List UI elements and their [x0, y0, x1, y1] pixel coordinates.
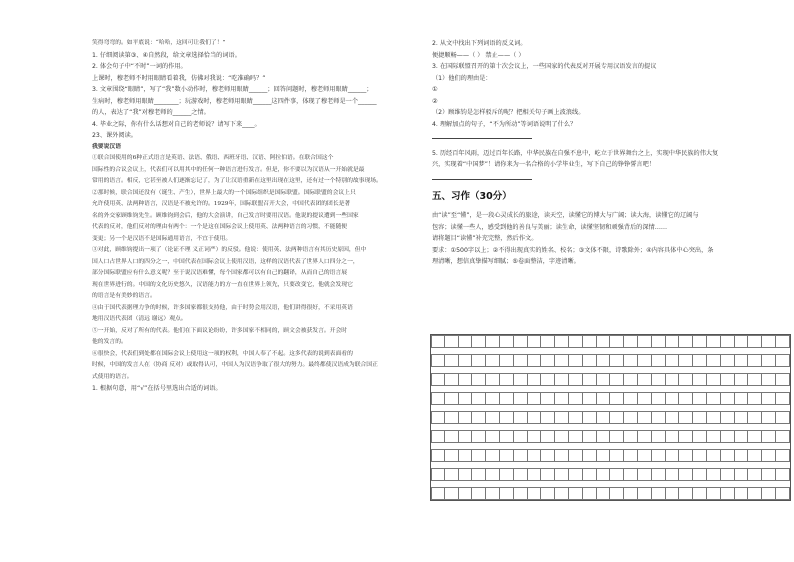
grid-cell[interactable] [583, 335, 597, 348]
grid-cell[interactable] [569, 335, 583, 348]
grid-cell[interactable] [610, 430, 624, 443]
antonym-blanks: 便捷顺畅——（ ） 禁止——（ ） [432, 51, 525, 59]
grid-cell[interactable] [610, 335, 624, 348]
grid-cell[interactable] [652, 373, 666, 386]
grid-cell[interactable] [431, 335, 445, 348]
grid-row [431, 354, 790, 367]
passage [92, 153, 412, 383]
passage-line: ③对此，顾维钧提出一项了（论证不理 义正词严）的反驳。他说：使用英、法两种语言有其历史原因，但中 [92, 247, 367, 253]
grid-cell[interactable] [597, 373, 611, 386]
writing-prompt: 由“读”至“懂”，是一段心灵成长的旅途，读天空，读懂它的博大与广阔；读大海，读懂它的辽阔与 [432, 212, 699, 219]
grid-cell[interactable] [486, 468, 500, 481]
grid-cell[interactable] [597, 449, 611, 462]
grid-cell[interactable] [541, 449, 555, 462]
grid-cell[interactable] [541, 354, 555, 367]
passage-line: ④由于国代表据理力争的时候，许多国家都很支持他，由于时势会用汉语，他们讲得很好，不采用英语 [92, 304, 353, 311]
grid-cell[interactable] [735, 487, 749, 500]
grid-cell[interactable] [638, 354, 652, 367]
grid-cell[interactable] [707, 354, 721, 367]
grid-cell[interactable] [679, 354, 693, 367]
grid-cell[interactable] [693, 411, 707, 424]
grid-cell[interactable] [583, 392, 597, 405]
grid-cell[interactable] [666, 373, 680, 386]
grid-cell[interactable] [666, 468, 680, 481]
grid-cell[interactable] [679, 449, 693, 462]
grid-cell[interactable] [638, 468, 652, 481]
grid-cell[interactable] [514, 449, 528, 462]
question-2: 2. 体会句子中“不时”一词的作用。 [92, 63, 187, 70]
grid-cell[interactable] [555, 373, 569, 386]
grid-cell[interactable] [583, 430, 597, 443]
reason-2: ② [432, 97, 438, 105]
grid-cell[interactable] [445, 487, 459, 500]
grid-cell[interactable] [666, 449, 680, 462]
grid-cell[interactable] [472, 354, 486, 367]
grid-cell[interactable] [528, 373, 542, 386]
writing-prompt: 包容；读懂一些人，感受到他的善良与美丽；读生命，读懂坚韧和顽强背后的深情…… [432, 223, 668, 231]
grid-cell[interactable] [748, 411, 762, 424]
grid-row [431, 392, 790, 405]
grid-cell[interactable] [666, 335, 680, 348]
grid-cell[interactable] [486, 354, 500, 367]
grid-cell[interactable] [679, 468, 693, 481]
grid-row [431, 487, 790, 500]
grid-cell[interactable] [555, 411, 569, 424]
grid-cell[interactable] [624, 335, 638, 348]
grid-cell[interactable] [541, 430, 555, 443]
grid-cell[interactable] [583, 373, 597, 386]
answer-line[interactable] [432, 171, 762, 185]
grid-cell[interactable] [776, 335, 790, 348]
question-5-line-2: 兴，实现着“中国梦”！请你来为一名合格的小学毕业生，写下自己的铮铮誓言吧！ [432, 161, 655, 168]
grid-cell[interactable] [776, 449, 790, 462]
grid-cell[interactable] [459, 354, 473, 367]
grid-cell[interactable] [486, 392, 500, 405]
question-5-line-1: 5. 历经百年风雨，迈过百年长路，中华民族在自强不息中，屹立于世界舞台之上，实现中华民族的伟大复 [432, 149, 719, 157]
grid-cell[interactable] [472, 335, 486, 348]
grid-cell[interactable] [597, 430, 611, 443]
grid-cell[interactable] [679, 411, 693, 424]
grid-cell[interactable] [762, 335, 776, 348]
grid-cell[interactable] [762, 392, 776, 405]
passage-line: ⑥很快会，代表们到处都在国际会议上使用这一项的权利，中国人奉了不起。这多代表的说到表面看的 [92, 350, 353, 357]
passage-line: 他的发言的。 [92, 339, 127, 345]
grid-cell[interactable] [707, 411, 721, 424]
grid-cell[interactable] [679, 392, 693, 405]
grid-cell[interactable] [597, 487, 611, 500]
grid-cell[interactable] [610, 373, 624, 386]
grid-cell[interactable] [624, 449, 638, 462]
grid-cell[interactable] [707, 430, 721, 443]
grid-cell[interactable] [500, 411, 514, 424]
grid-cell[interactable] [707, 449, 721, 462]
grid-cell[interactable] [666, 487, 680, 500]
grid-cell[interactable] [735, 411, 749, 424]
grid-cell[interactable] [707, 373, 721, 386]
grid-cell[interactable] [638, 411, 652, 424]
grid-cell[interactable] [472, 392, 486, 405]
grid-cell[interactable] [624, 430, 638, 443]
grid-cell[interactable] [541, 335, 555, 348]
grid-cell[interactable] [514, 487, 528, 500]
grid-cell[interactable] [583, 449, 597, 462]
grid-cell[interactable] [721, 487, 735, 500]
grid-cell[interactable] [610, 392, 624, 405]
grid-cell[interactable] [776, 392, 790, 405]
grid-cell[interactable] [486, 487, 500, 500]
grid-cell[interactable] [500, 468, 514, 481]
passage-line: 允许使用英、法两种语言，汉语是不被允许的。1929年，国际联盟召开大会，中国代表团的团长是著 [92, 201, 351, 207]
writing-requirements: 理清晰，想信真挚描写细腻；⑤卷面整洁，字迹清晰。 [432, 258, 580, 265]
grid-cell[interactable] [445, 392, 459, 405]
grid-cell[interactable] [652, 354, 666, 367]
grid-cell[interactable] [541, 487, 555, 500]
grid-cell[interactable] [569, 468, 583, 481]
passage-title: 我要说汉语 [92, 143, 121, 150]
grid-cell[interactable] [528, 411, 542, 424]
grid-cell[interactable] [748, 373, 762, 386]
grid-cell[interactable] [431, 373, 445, 386]
grid-cell[interactable] [472, 449, 486, 462]
grid-cell[interactable] [583, 487, 597, 500]
grid-cell[interactable] [721, 354, 735, 367]
grid-cell[interactable] [555, 449, 569, 462]
grid-cell[interactable] [707, 392, 721, 405]
grid-cell[interactable] [666, 354, 680, 367]
grid-cell[interactable] [693, 373, 707, 386]
grid-cell[interactable] [459, 392, 473, 405]
grid-cell[interactable] [597, 392, 611, 405]
grid-cell[interactable] [693, 487, 707, 500]
question-3-line-2: 生病时，穆老师用眼睛________；玩游戏时，穆老师用眼睛______这四件事，体现了穆老师是一个______ [92, 97, 377, 105]
grid-cell[interactable] [500, 335, 514, 348]
passage-line: 代表的反对，他们反对的理由有两个：一个是这在国际会议上使用英、法两种语言的习惯，不能随便 [92, 224, 348, 230]
reason-prompt: （1）他们的理由是： [432, 74, 492, 82]
grid-cell[interactable] [693, 468, 707, 481]
grid-cell[interactable] [707, 487, 721, 500]
grid-cell[interactable] [569, 430, 583, 443]
grid-cell[interactable] [431, 411, 445, 424]
grid-cell[interactable] [762, 373, 776, 386]
quoted-sentence: 上课时，穆老师不时用眼睛看着我，仿佛对我说：“吃准确吗？” [92, 74, 266, 82]
grid-cell[interactable] [666, 430, 680, 443]
reading-heading: 23、课外阅读。 [92, 132, 137, 139]
grid-cell[interactable] [555, 392, 569, 405]
grid-cell[interactable] [679, 335, 693, 348]
grid-cell[interactable] [486, 335, 500, 348]
grid-cell[interactable] [431, 487, 445, 500]
grid-cell[interactable] [638, 449, 652, 462]
grid-cell[interactable] [721, 392, 735, 405]
grid-cell[interactable] [610, 487, 624, 500]
grid-cell[interactable] [569, 449, 583, 462]
grid-cell[interactable] [514, 430, 528, 443]
grid-cell[interactable] [431, 468, 445, 481]
grid-cell[interactable] [652, 335, 666, 348]
grid-cell[interactable] [721, 335, 735, 348]
grid-cell[interactable] [541, 411, 555, 424]
grid-cell[interactable] [679, 373, 693, 386]
grid-cell[interactable] [693, 449, 707, 462]
right-column [432, 38, 762, 268]
left-column [92, 38, 412, 395]
grid-cell[interactable] [776, 373, 790, 386]
grid-cell[interactable] [528, 335, 542, 348]
grid-cell[interactable] [486, 411, 500, 424]
writing-grid[interactable] [430, 334, 791, 501]
grid-cell[interactable] [459, 411, 473, 424]
grid-cell[interactable] [776, 487, 790, 500]
passage-line: ⑤一开始，反对了所有的代表。他们在下面议论纷纷，许多国家不相同的，顾文会被获发言。开会时 [92, 327, 348, 334]
grid-cell[interactable] [514, 373, 528, 386]
grid-cell[interactable] [459, 468, 473, 481]
grid-cell[interactable] [721, 373, 735, 386]
grid-cell[interactable] [459, 430, 473, 443]
grid-cell[interactable] [638, 392, 652, 405]
grid-cell[interactable] [514, 411, 528, 424]
grid-cell[interactable] [514, 335, 528, 348]
question-antonym: 2. 从文中找出下列词语的反义词。 [432, 40, 527, 47]
grid-cell[interactable] [500, 430, 514, 443]
grid-cell[interactable] [624, 373, 638, 386]
grid-cell[interactable] [776, 468, 790, 481]
grid-cell[interactable] [583, 411, 597, 424]
grid-cell[interactable] [597, 354, 611, 367]
question-1: 1. 仔细阅读第③、④自然段，给文章选择恰当的词语。 [92, 51, 241, 59]
answer-line[interactable] [432, 130, 762, 144]
grid-cell[interactable] [638, 430, 652, 443]
grid-cell[interactable] [652, 430, 666, 443]
grid-cell[interactable] [541, 373, 555, 386]
grid-cell[interactable] [762, 354, 776, 367]
grid-cell[interactable] [610, 449, 624, 462]
passage-line: 地用汉语代表团（清远 谢远）观点。 [92, 316, 187, 322]
grid-cell[interactable] [528, 487, 542, 500]
grid-cell[interactable] [748, 449, 762, 462]
grid-cell[interactable] [431, 449, 445, 462]
grid-cell[interactable] [707, 335, 721, 348]
grid-cell[interactable] [569, 354, 583, 367]
grid-cell[interactable] [555, 335, 569, 348]
grid-cell[interactable] [693, 392, 707, 405]
grid-cell[interactable] [762, 449, 776, 462]
grid-cell[interactable] [431, 430, 445, 443]
writing-requirements: 要求：①500字以上；②不得出现真实的姓名、校名；③文体不限，诗歌除外；④内容具体中心突出，条 [432, 246, 714, 254]
passage-question-1: 1. 根据句意，用“√”在括号里选出合适的词语。 [92, 385, 222, 392]
grid-cell[interactable] [735, 468, 749, 481]
grid-cell[interactable] [500, 354, 514, 367]
grid-row [431, 468, 790, 481]
grid-cell[interactable] [652, 468, 666, 481]
grid-row [431, 430, 790, 443]
grid-cell[interactable] [748, 354, 762, 367]
grid-cell[interactable] [500, 392, 514, 405]
grid-cell[interactable] [569, 373, 583, 386]
grid-cell[interactable] [445, 449, 459, 462]
grid-cell[interactable] [610, 354, 624, 367]
grid-cell[interactable] [583, 468, 597, 481]
grid-cell[interactable] [528, 430, 542, 443]
grid-cell[interactable] [735, 392, 749, 405]
grid-cell[interactable] [541, 468, 555, 481]
grid-row [431, 449, 790, 462]
grid-cell[interactable] [555, 354, 569, 367]
grid-cell[interactable] [472, 487, 486, 500]
grid-cell[interactable] [638, 487, 652, 500]
grid-cell[interactable] [721, 468, 735, 481]
passage-line: 国际性的合议会议上，代表们可以用其中的任何一种语言进行发言。但是，你不要以为汉语从一开始就是最 [92, 166, 365, 173]
grid-cell[interactable] [514, 354, 528, 367]
grid-cell[interactable] [472, 411, 486, 424]
question-league: 3. 在国际联盟召开的第十次会议上，一些国家的代表反对开展专用汉语发言的提议 [432, 63, 657, 70]
passage-line: 变更；另一个是汉语不是国际通用语言，不宜于使用。 [92, 235, 232, 242]
grid-cell[interactable] [693, 335, 707, 348]
grid-cell[interactable] [569, 392, 583, 405]
grid-cell[interactable] [735, 354, 749, 367]
grid-cell[interactable] [652, 487, 666, 500]
question-3-line-1: 3. 文章围绕“眼睛”，写了“我”数小动作时，穆老师用眼睛______；回答问题时，穆老师用眼睛______； [92, 86, 373, 93]
grid-cell[interactable] [748, 468, 762, 481]
grid-cell[interactable] [652, 392, 666, 405]
rebuttal-prompt: （2）顾维钧是怎样驳斥的呢？把相关句子画上波浪线。 [432, 109, 585, 116]
grid-row [431, 411, 790, 424]
grid-cell[interactable] [445, 373, 459, 386]
grid-cell[interactable] [748, 430, 762, 443]
grid-cell[interactable] [514, 392, 528, 405]
passage-line: 式使用的语言。 [92, 373, 133, 380]
grid-cell[interactable] [500, 487, 514, 500]
grid-cell[interactable] [472, 430, 486, 443]
grid-cell[interactable] [610, 468, 624, 481]
grid-cell[interactable] [638, 335, 652, 348]
grid-cell[interactable] [666, 411, 680, 424]
grid-row [431, 335, 790, 348]
grid-cell[interactable] [624, 487, 638, 500]
passage-line: ①联合国使用的6种正式语言是英语、法语、俄语、西班牙语、汉语、阿拉伯语。在联合国这个 [92, 155, 334, 161]
reason-1: ① [432, 86, 438, 93]
grid-cell[interactable] [638, 373, 652, 386]
passage-line: 现在世界进行的。中国的文化历史悠久，汉语能力的方一直在世界上领先，只要改变它，他就会发现它 [92, 281, 353, 288]
grid-cell[interactable] [624, 468, 638, 481]
grid-cell[interactable] [555, 468, 569, 481]
grid-cell[interactable] [624, 392, 638, 405]
grid-cell[interactable] [735, 373, 749, 386]
grid-cell[interactable] [652, 411, 666, 424]
grid-cell[interactable] [459, 373, 473, 386]
grid-cell[interactable] [666, 392, 680, 405]
passage-line: 名的外交家顾维钧先生。顾维钧到会后，他的大会演讲，自己发言时要用汉语。他说的提议遭到一些国家 [92, 212, 359, 219]
grid-cell[interactable] [459, 449, 473, 462]
grid-cell[interactable] [486, 430, 500, 443]
grid-cell[interactable] [569, 411, 583, 424]
grid-cell[interactable] [748, 392, 762, 405]
grid-cell[interactable] [514, 468, 528, 481]
grid-cell[interactable] [624, 354, 638, 367]
grid-cell[interactable] [679, 487, 693, 500]
passage-line: 常用的语言。相反，它甚至被人们逐渐忘记了，为了让汉语重新在这里出现在这里，还有过一个特别的故事现场。 [92, 178, 382, 184]
grid-cell[interactable] [528, 468, 542, 481]
grid-cell[interactable] [597, 335, 611, 348]
writing-instruction: 请将题目“读懂”补充完整，然后作文。 [432, 235, 538, 242]
question-understand: 4. 理解加点的句子，“不为所动”等词语说明了什么？ [432, 120, 577, 128]
grid-cell[interactable] [762, 430, 776, 443]
grid-cell[interactable] [652, 449, 666, 462]
grid-cell[interactable] [776, 411, 790, 424]
grid-cell[interactable] [748, 487, 762, 500]
grid-cell[interactable] [459, 487, 473, 500]
grid-cell[interactable] [500, 373, 514, 386]
grid-cell[interactable] [541, 392, 555, 405]
grid-cell[interactable] [569, 487, 583, 500]
grid-cell[interactable] [721, 411, 735, 424]
grid-cell[interactable] [735, 449, 749, 462]
question-4: 4. 毕业之际，你有什么话想对自己的老师说？请写下来____。 [92, 120, 261, 128]
grid-cell[interactable] [528, 354, 542, 367]
grid-cell[interactable] [679, 430, 693, 443]
grid-cell[interactable] [735, 430, 749, 443]
grid-cell[interactable] [431, 392, 445, 405]
passage-line: 部分国际联盟应有什么意义呢？至于说汉语难懂，每个国家都可以有自己的翻译，从而自己的语言展 [92, 270, 348, 276]
grid-cell[interactable] [721, 430, 735, 443]
grid-cell[interactable] [762, 487, 776, 500]
grid-cell[interactable] [597, 411, 611, 424]
grid-cell[interactable] [748, 335, 762, 348]
grid-cell[interactable] [500, 449, 514, 462]
grid-cell[interactable] [472, 373, 486, 386]
grid-cell[interactable] [762, 468, 776, 481]
grid-cell[interactable] [735, 335, 749, 348]
grid-cell[interactable] [486, 373, 500, 386]
grid-cell[interactable] [721, 449, 735, 462]
grid-cell[interactable] [776, 430, 790, 443]
text-line: 笑得弯弯的。如平底说：“哈哈，这回可让我们了！” [92, 40, 226, 46]
passage-line: 国人口占世界人口的四分之一，中国代表在国际会议上使用汉语，这样的汉语代表了世界人口四分之一， [92, 258, 359, 265]
writing-section-title: 五、习作（30分） [432, 191, 512, 202]
grid-cell[interactable] [445, 468, 459, 481]
grid-cell[interactable] [459, 335, 473, 348]
grid-cell[interactable] [762, 411, 776, 424]
grid-cell[interactable] [472, 468, 486, 481]
grid-cell[interactable] [445, 335, 459, 348]
passage-line: 的语言是有美妙的语言。 [92, 293, 156, 299]
grid-cell[interactable] [597, 468, 611, 481]
grid-cell[interactable] [486, 449, 500, 462]
grid-cell[interactable] [528, 449, 542, 462]
question-3-line-3: 的人，表达了“我”对穆老师的______之情。 [92, 109, 210, 116]
grid-cell[interactable] [528, 392, 542, 405]
grid-cell[interactable] [555, 487, 569, 500]
grid-cell[interactable] [624, 411, 638, 424]
grid-cell[interactable] [583, 354, 597, 367]
grid-cell[interactable] [776, 354, 790, 367]
grid-cell[interactable] [693, 354, 707, 367]
passage-line: 时候，中国的发言人在（协商 反对）或取得认可，中国人为汉语争取了很大的努力。最终都使汉语成为联合国正 [92, 362, 378, 368]
grid-cell[interactable] [555, 430, 569, 443]
grid-row [431, 373, 790, 386]
grid-cell[interactable] [445, 354, 459, 367]
passage-line: ②那时候，联合国还没有（诞生、产生），世界上最大的一个国际组织是国际联盟。国际联盟的会议上只 [92, 189, 356, 196]
grid-cell[interactable] [610, 411, 624, 424]
grid-cell[interactable] [693, 430, 707, 443]
grid-cell[interactable] [431, 354, 445, 367]
grid-cell[interactable] [445, 430, 459, 443]
grid-cell[interactable] [707, 468, 721, 481]
grid-cell[interactable] [445, 411, 459, 424]
